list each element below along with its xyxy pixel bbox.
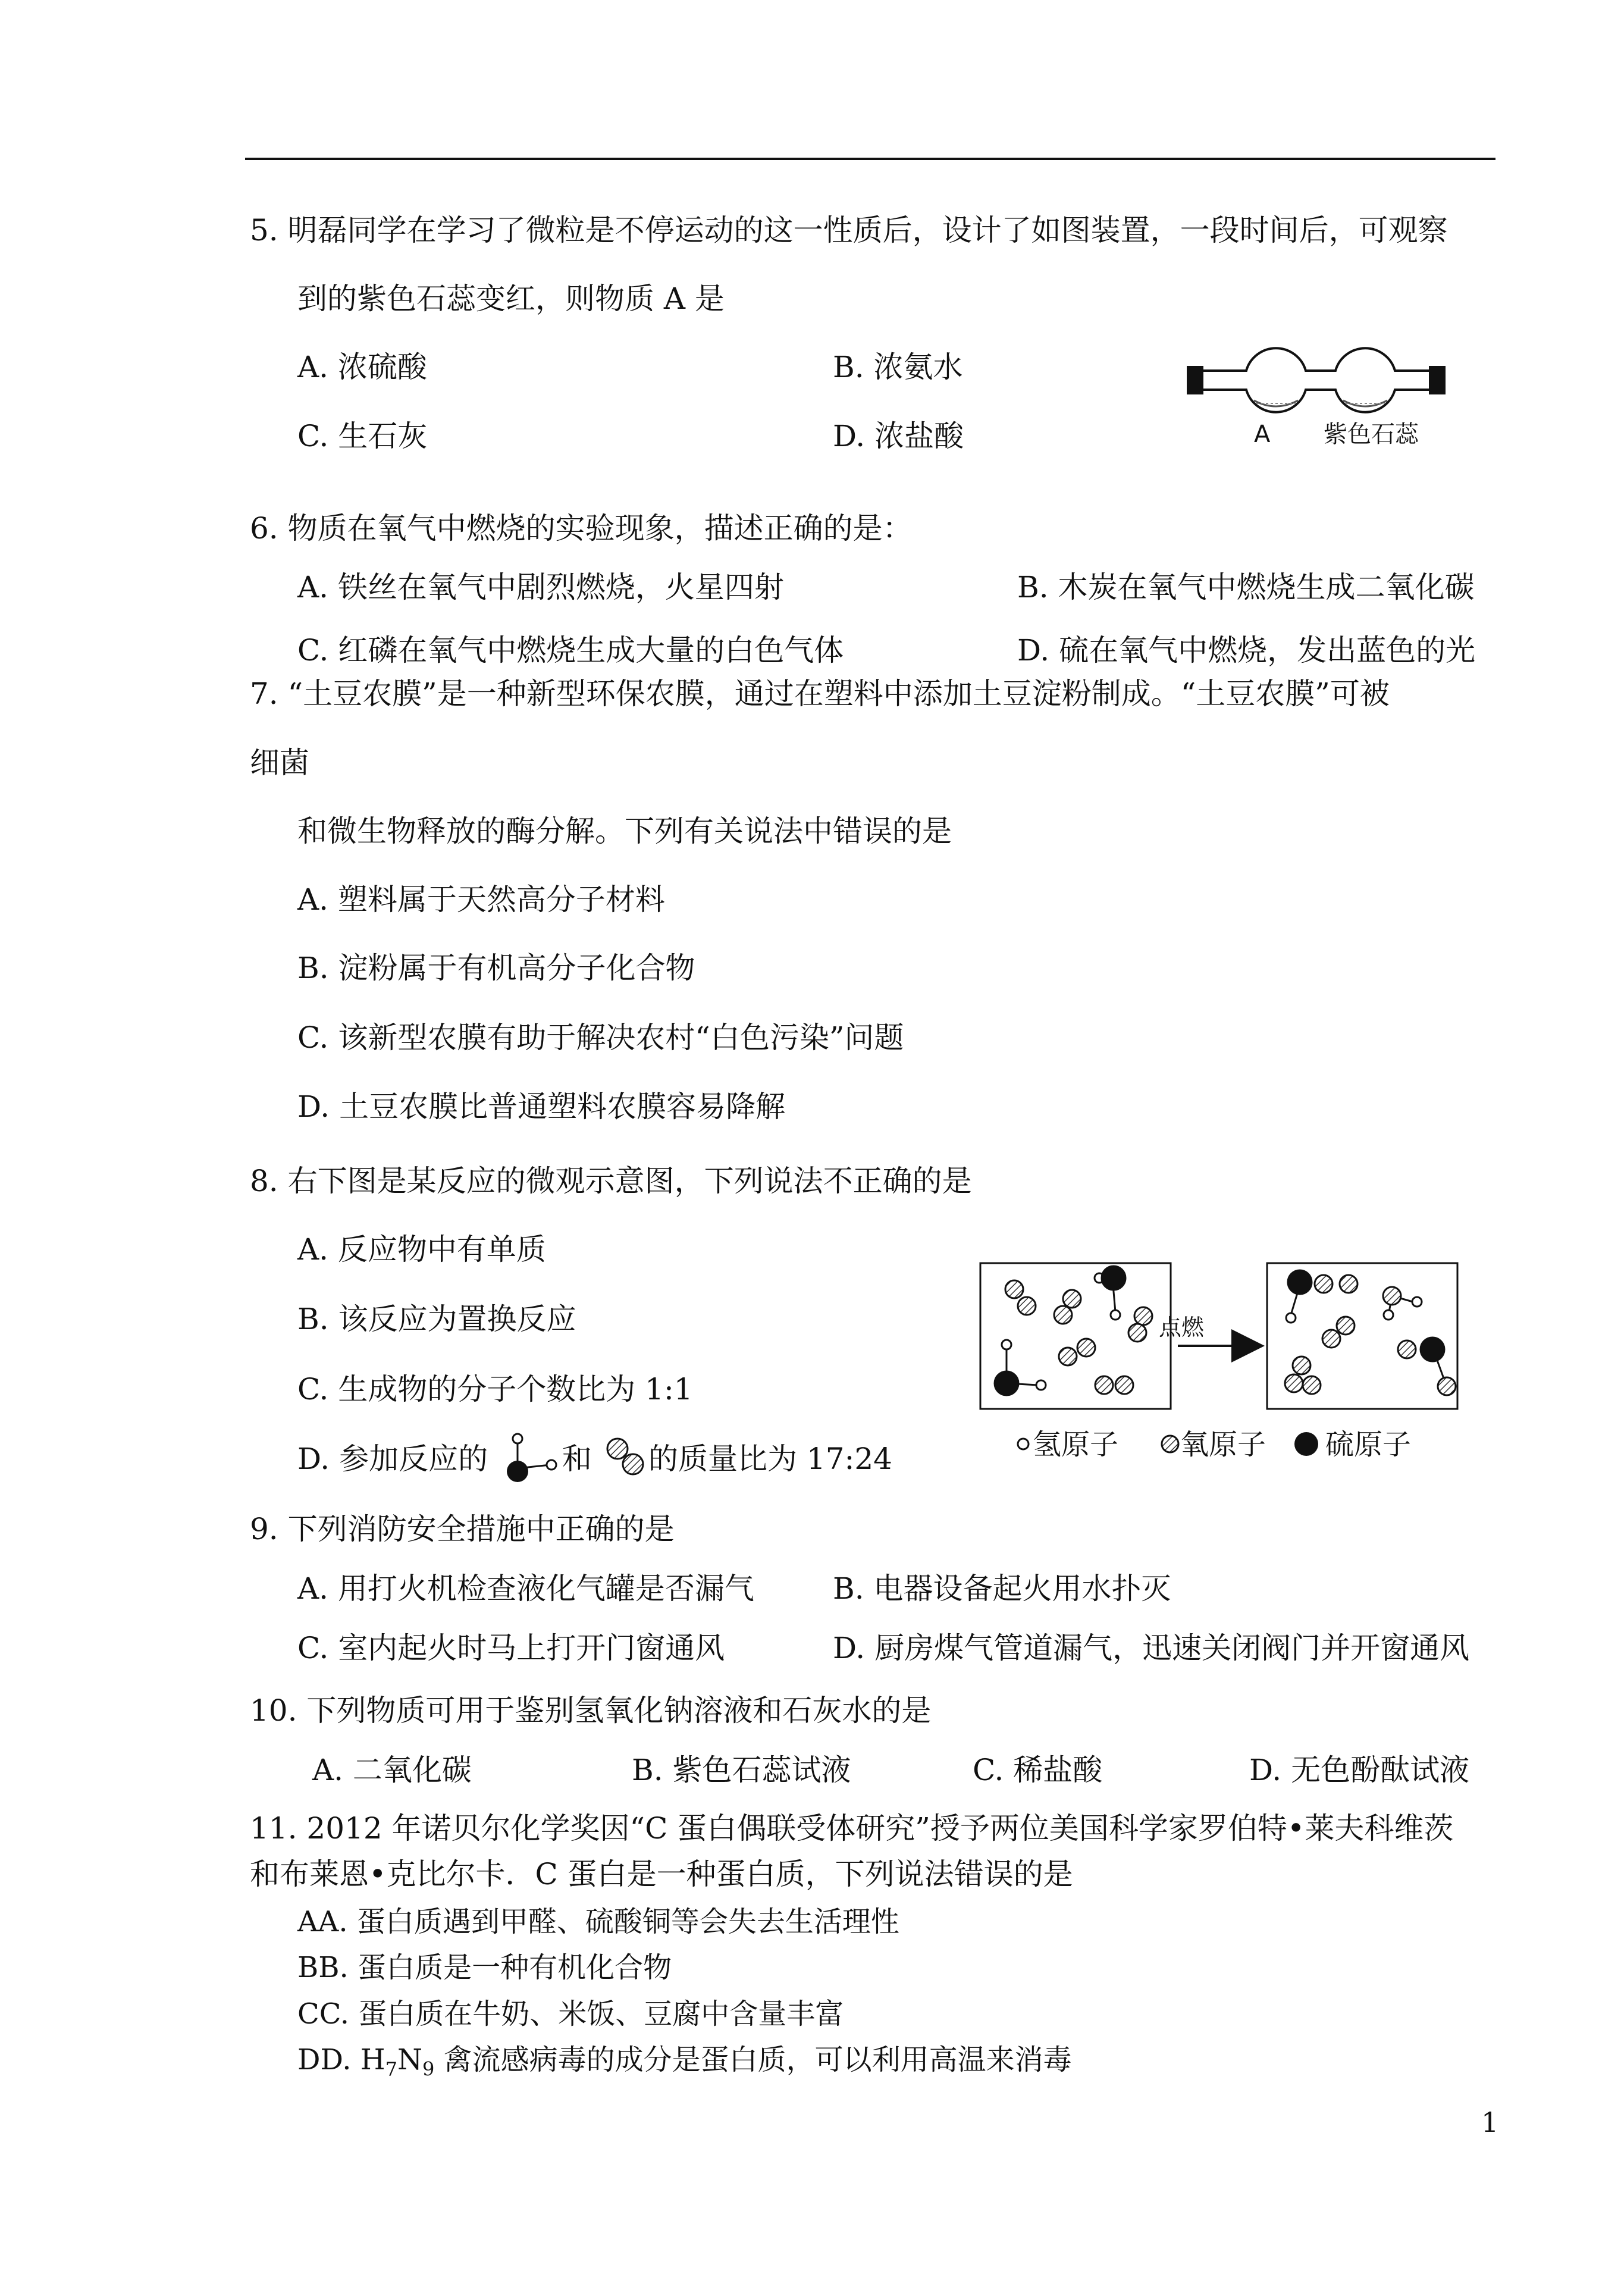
q7-option-a: A. 塑料属于天然高分子材料 bbox=[297, 882, 665, 917]
q5-stem-line2: 到的紫色石蕊变红，则物质 A 是 bbox=[297, 281, 725, 316]
q6-option-a: A. 铁丝在氧气中剧烈燃烧，火星四射 bbox=[297, 570, 784, 604]
q9-option-d: D. 厨房煤气管道漏气，迅速关闭阀门并开窗通风 bbox=[833, 1631, 1470, 1665]
q5-figure-label-litmus: 紫色石蕊 bbox=[1324, 421, 1419, 448]
q11-option-d-sub2: 9 bbox=[422, 2057, 435, 2081]
q9-option-b: B. 电器设备起火用水扑灭 bbox=[833, 1571, 1171, 1606]
q8-legend-hydrogen: 氢原子 bbox=[1033, 1428, 1119, 1461]
q5-option-d: D. 浓盐酸 bbox=[833, 419, 964, 453]
q5-option-c: C. 生石灰 bbox=[297, 419, 428, 453]
q7-stem-line3: 和微生物释放的酶分解。下列有关说法中错误的是 bbox=[297, 814, 952, 848]
q11-option-c: CC. 蛋白质在牛奶、米饭、豆腐中含量丰富 bbox=[297, 1997, 844, 2031]
page-number: 1 bbox=[1481, 2106, 1499, 2138]
q5-stem-line1: 5. 明磊同学在学习了微粒是不停运动的这一性质后，设计了如图装置，一段时间后，可观察 bbox=[250, 213, 1448, 248]
q10-option-b: B. 紫色石蕊试液 bbox=[632, 1753, 851, 1787]
q8-legend-sulfur: 硫原子 bbox=[1325, 1428, 1412, 1461]
q9-option-c: C. 室内起火时马上打开门窗通风 bbox=[297, 1631, 725, 1665]
q11-option-a: AA. 蛋白质遇到甲醛、硫酸铜等会失去生活理性 bbox=[297, 1905, 899, 1938]
q11-option-d bbox=[297, 2042, 1072, 2087]
q11-option-d-pre: DD. H bbox=[297, 2043, 385, 2076]
q6-option-c: C. 红磷在氧气中燃烧生成大量的白色气体 bbox=[297, 633, 844, 668]
q11-option-b: BB. 蛋白质是一种有机化合物 bbox=[297, 1951, 672, 1984]
q8-option-d-pre: D. 参加反应的 bbox=[297, 1442, 488, 1476]
q5-option-b: B. 浓氨水 bbox=[833, 350, 963, 384]
q5-figure-label-a: A bbox=[1254, 421, 1271, 448]
q8-option-d-mid: 和 bbox=[562, 1442, 592, 1476]
q7-stem-line1: 7. “土豆农膜”是一种新型环保农膜，通过在塑料中添加土豆淀粉制成。“土豆农膜”可被 bbox=[250, 676, 1390, 711]
q11-stem-line2: 和布莱恩•克比尔卡．C 蛋白是一种蛋白质，下列说法错误的是 bbox=[250, 1857, 1073, 1891]
q7-stem-line2: 细菌 bbox=[250, 746, 309, 780]
q8-option-a: A. 反应物中有单质 bbox=[297, 1232, 546, 1267]
q6-option-d: D. 硫在氧气中燃烧，发出蓝色的光 bbox=[1017, 633, 1476, 668]
q8-option-b: B. 该反应为置换反应 bbox=[297, 1302, 576, 1336]
q8-option-d-post: 的质量比为 17:24 bbox=[648, 1442, 892, 1476]
q9-stem: 9. 下列消防安全措施中正确的是 bbox=[250, 1512, 675, 1546]
q6-stem: 6. 物质在氧气中燃烧的实验现象，描述正确的是： bbox=[250, 511, 913, 546]
q6-option-b: B. 木炭在氧气中燃烧生成二氧化碳 bbox=[1017, 570, 1475, 604]
q10-option-c: C. 稀盐酸 bbox=[973, 1753, 1103, 1787]
q10-option-d: D. 无色酚酞试液 bbox=[1249, 1753, 1470, 1787]
q11-option-d-post: 禽流感病毒的成分是蛋白质，可以利用高温来消毒 bbox=[434, 2043, 1072, 2076]
q5-option-a: A. 浓硫酸 bbox=[297, 350, 427, 384]
q8-o2-molecule-icon bbox=[601, 1431, 654, 1484]
q11-option-d-n: N bbox=[397, 2043, 422, 2076]
q8-stem: 8. 右下图是某反应的微观示意图，下列说法不正确的是 bbox=[250, 1164, 972, 1198]
header-rule bbox=[245, 158, 1495, 160]
q10-stem: 10. 下列物质可用于鉴别氢氧化钠溶液和石灰水的是 bbox=[250, 1693, 932, 1728]
q8-h2s-molecule-icon bbox=[503, 1431, 568, 1487]
q7-option-c: C. 该新型农膜有助于解决农村“白色污染”问题 bbox=[297, 1020, 904, 1055]
q11-stem-line1: 11. 2012 年诺贝尔化学奖因“C 蛋白偶联受体研究”授予两位美国科学家罗伯特•莱夫科维茨 bbox=[250, 1811, 1454, 1846]
q8-option-c: C. 生成物的分子个数比为 1:1 bbox=[297, 1372, 693, 1407]
q7-option-b: B. 淀粉属于有机高分子化合物 bbox=[297, 951, 695, 985]
q11-option-d-sub1: 7 bbox=[385, 2057, 397, 2081]
q8-legend-oxygen: 氧原子 bbox=[1180, 1428, 1266, 1461]
q7-option-d: D. 土豆农膜比普通塑料农膜容易降解 bbox=[297, 1089, 786, 1124]
q10-option-a: A. 二氧化碳 bbox=[312, 1753, 472, 1787]
q8-arrow-label: 点燃 bbox=[1159, 1314, 1205, 1340]
q9-option-a: A. 用打火机检查液化气罐是否漏气 bbox=[297, 1571, 754, 1606]
